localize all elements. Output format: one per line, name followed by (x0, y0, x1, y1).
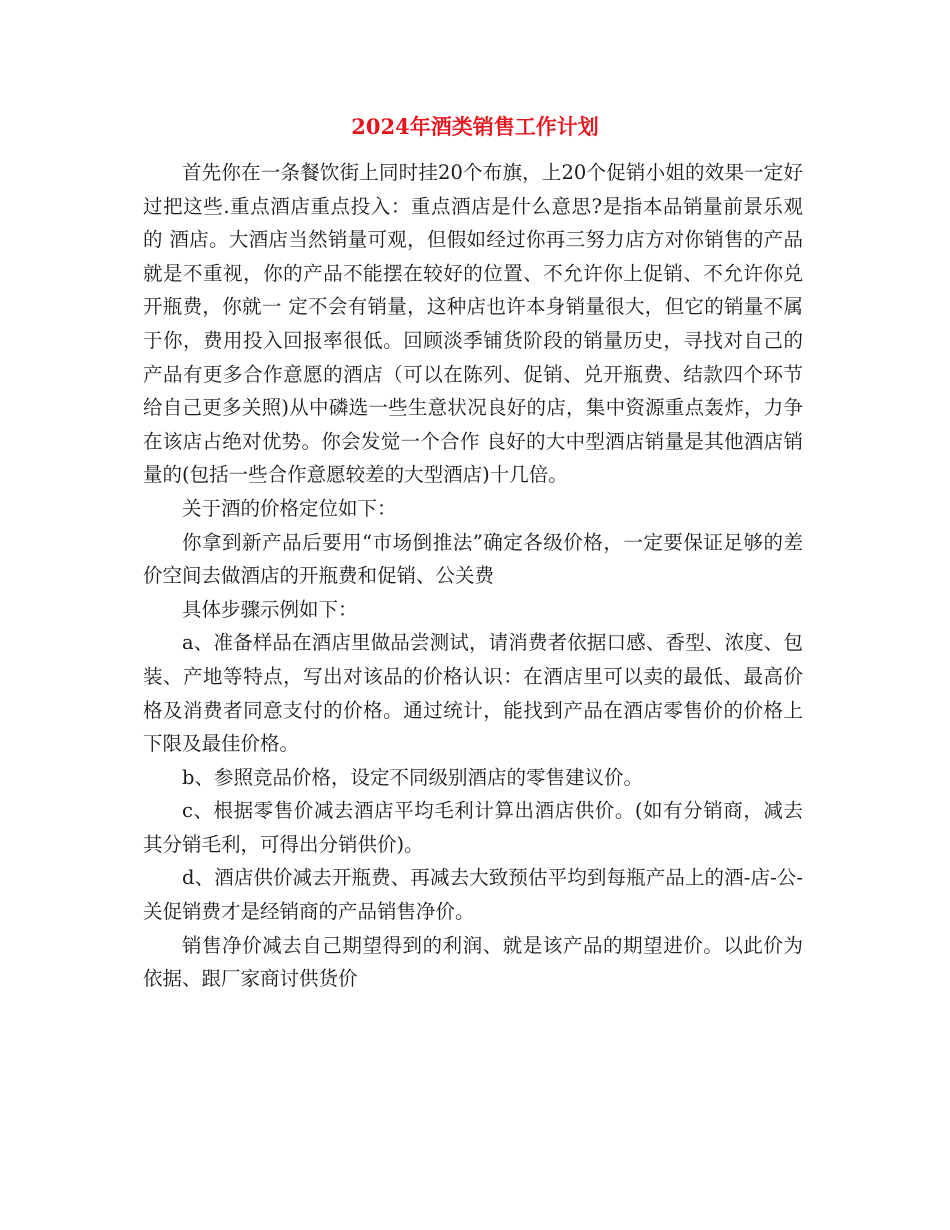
paragraph-price-heading: 关于酒的价格定位如下： (182, 496, 397, 520)
paragraph-net-price: 销售净价减去自己期望得到的利润、就是该产品的期望进价。以此价为依据、跟厂家商讨供货价 (143, 933, 803, 991)
paragraph-step-b: b、参照竞品价格，设定不同级别酒店的零售建议价。 (182, 765, 643, 789)
paragraph-market-method: 你拿到新产品后要用“市场倒推法”确定各级价格，一定要保证足够的差价空间去做酒店的开瓶费和促销、公关费 (143, 530, 803, 588)
document-body (143, 156, 803, 996)
paragraph-step-c: c、根据零售价减去酒店平均毛利计算出酒店供价。(如有分销商，减去其分销毛利，可得出分销供价)。 (143, 799, 803, 856)
paragraph-intro: 首先你在一条餐饮街上同时挂20个布旗，上20个促销小姐的效果一定好过把这些.重点酒店重点投入：重点酒店是什么意思?是指本品销量前景乐观的 酒店。大酒店当然销量可观，但假如经过你再三努力店方对你销售的产品就是不重视，你的产品不能摆在较好的位置、不允许你上促销、不允许你兑开瓶费，你就一 定不会有销量，这种店也许本身销量很大，但它的销量不属于你，费用投入回报率很低。回顾淡季铺货阶段的销量历史，寻找对自己的产品有更多合作意愿的酒店（可以在陈列、促销、兑开瓶费、结款四个环节给自己更多关照)从中磷选一些生意状况良好的店，集中资源重点轰炸，力争在该店占绝对优势。你会发觉一个合作 良好的大中型酒店销量是其他酒店销量的(包括一些合作意愿较差的大型酒店)十几倍。 (143, 161, 803, 487)
document-title: 2024年酒类销售工作计划 (351, 114, 599, 139)
paragraph-steps-heading: 具体步骤示例如下： (182, 597, 358, 621)
paragraph-step-d: d、酒店供价减去开瓶费、再减去大致预估平均到每瓶产品上的酒-店-公-关促销费才是经销商的产品销售净价。 (143, 866, 803, 924)
paragraph-step-a: a、准备样品在酒店里做品尝测试，请消费者依据口感、香型、浓度、包装、产地等特点，写出对该品的价格认识：在酒店里可以卖的最低、最高价格及消费者同意支付的价格。通过统计，能找到产品在酒店零售价的价格上下限及最佳价格。 (143, 631, 803, 756)
